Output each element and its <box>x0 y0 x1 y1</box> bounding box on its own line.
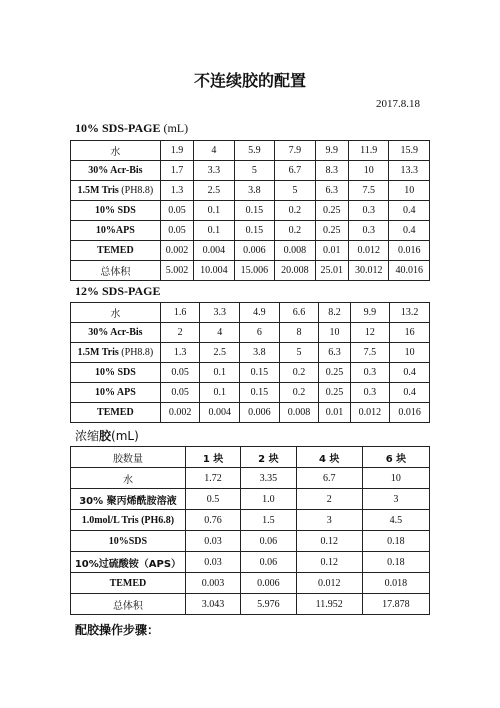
value-cell: 10 <box>389 181 430 201</box>
value-cell: 0.15 <box>240 363 280 383</box>
value-cell: 6 <box>240 323 280 343</box>
value-cell: 0.15 <box>234 201 274 221</box>
value-cell: 0.03 <box>185 531 240 552</box>
table-row <box>71 510 430 531</box>
row-label-note: (PH8.8) <box>121 185 154 196</box>
value-cell: 3.3 <box>200 303 240 323</box>
value-cell: 0.004 <box>194 241 234 261</box>
row-label-cell <box>71 343 161 363</box>
row-label: 水 <box>110 147 121 158</box>
value-cell: 5 <box>275 181 315 201</box>
value-cell: 13.2 <box>390 303 430 323</box>
row-label: 1.0mol/L Tris (PH6.8) <box>81 514 175 526</box>
row-label-cell <box>71 489 186 510</box>
row-label: 30% Acr-Bis <box>88 165 143 176</box>
value-cell: 0.05 <box>160 383 200 403</box>
row-label: 总体积 <box>112 600 143 612</box>
value-cell: 0.25 <box>315 221 348 241</box>
section2-heading: 12% SDS-PAGE <box>75 284 161 298</box>
value-cell: 0.016 <box>389 241 430 261</box>
value-cell: 0.018 <box>362 573 429 594</box>
table-row <box>71 573 430 594</box>
section1-heading <box>75 121 188 136</box>
row-label: TEMED <box>109 577 147 589</box>
value-cell: 0.25 <box>319 363 350 383</box>
value-cell: 25.01 <box>315 261 348 281</box>
value-cell: 16 <box>390 323 430 343</box>
table-row <box>71 241 430 261</box>
value-cell: 20.008 <box>275 261 315 281</box>
value-cell: 0.01 <box>315 241 348 261</box>
section3-unit: (mL) <box>111 429 139 443</box>
row-label-cell <box>71 403 161 423</box>
value-cell: 0.3 <box>348 221 388 241</box>
value-cell: 1.3 <box>160 343 200 363</box>
value-cell: 10 <box>362 468 429 489</box>
value-cell: 5.976 <box>241 594 296 615</box>
row-label: 水 <box>122 474 133 486</box>
value-cell: 0.06 <box>241 531 296 552</box>
table-row <box>71 552 430 573</box>
section1-unit: (mL) <box>163 121 189 135</box>
value-cell: 5 <box>279 343 319 363</box>
table-row <box>71 383 430 403</box>
value-cell: 0.006 <box>241 573 296 594</box>
value-cell: 7.9 <box>275 141 315 161</box>
section3-title-a: 浓缩 <box>75 429 100 443</box>
table-row <box>71 489 430 510</box>
value-cell: 0.008 <box>279 403 319 423</box>
value-cell: 7.5 <box>348 181 388 201</box>
value-cell: 15.9 <box>389 141 430 161</box>
value-cell: 4 <box>200 323 240 343</box>
section3-heading <box>75 427 139 444</box>
table-12-percent-sds-page <box>70 302 430 423</box>
row-label-cell <box>71 303 161 323</box>
value-cell: 2.5 <box>200 343 240 363</box>
value-cell: 1.7 <box>160 161 193 181</box>
value-cell: 0.2 <box>275 201 315 221</box>
value-cell: 0.002 <box>160 403 200 423</box>
value-cell: 0.4 <box>390 363 430 383</box>
value-cell: 0.2 <box>279 383 319 403</box>
value-cell: 11.9 <box>348 141 388 161</box>
value-cell: 0.76 <box>185 510 240 531</box>
row-label-cell <box>71 363 161 383</box>
value-cell: 0.06 <box>241 552 296 573</box>
table-row <box>71 343 430 363</box>
table-row <box>71 531 430 552</box>
table-row <box>71 594 430 615</box>
value-cell: 0.12 <box>296 552 362 573</box>
document-date: 2017.8.18 <box>376 98 420 110</box>
row-label: 10% SDS <box>94 367 136 378</box>
value-cell: 6.6 <box>279 303 319 323</box>
value-cell: 1.5 <box>241 510 296 531</box>
row-label: TEMED <box>97 245 134 256</box>
value-cell: 0.25 <box>315 201 348 221</box>
row-label-cell <box>71 468 186 489</box>
value-cell: 0.1 <box>194 221 234 241</box>
value-cell: 1.9 <box>160 141 193 161</box>
value-cell: 3.043 <box>185 594 240 615</box>
value-cell: 0.003 <box>185 573 240 594</box>
row-label: 1.5M Tris <box>77 347 119 358</box>
row-label-cell <box>71 241 161 261</box>
value-cell: 3.35 <box>241 468 296 489</box>
row-label: 水 <box>110 309 121 320</box>
value-cell: 3.8 <box>240 343 280 363</box>
value-cell: 0.002 <box>160 241 193 261</box>
value-cell: 5.9 <box>234 141 274 161</box>
value-cell: 1.0 <box>241 489 296 510</box>
table-row <box>71 323 430 343</box>
value-cell: 1.72 <box>185 468 240 489</box>
row-label: 总体积 <box>100 267 131 278</box>
value-cell: 0.006 <box>234 241 274 261</box>
value-cell: 5 <box>234 161 274 181</box>
value-cell: 1.6 <box>160 303 200 323</box>
value-cell: 0.1 <box>194 201 234 221</box>
header-cell: 2 块 <box>241 447 296 468</box>
value-cell: 40.016 <box>389 261 430 281</box>
value-cell: 0.15 <box>240 383 280 403</box>
row-label-cell <box>71 594 186 615</box>
value-cell: 2 <box>296 489 362 510</box>
value-cell: 10 <box>319 323 350 343</box>
row-label-cell <box>71 261 161 281</box>
value-cell: 13.3 <box>389 161 430 181</box>
table-stacking-gel <box>70 446 430 615</box>
row-label: 10% APS <box>94 387 136 398</box>
table-row <box>71 221 430 241</box>
row-label: 10%SDS <box>108 535 148 547</box>
value-cell: 0.3 <box>350 383 390 403</box>
value-cell: 5.002 <box>160 261 193 281</box>
value-cell: 0.012 <box>296 573 362 594</box>
value-cell: 0.01 <box>319 403 350 423</box>
value-cell: 3 <box>362 489 429 510</box>
value-cell: 0.4 <box>390 383 430 403</box>
table-row <box>71 201 430 221</box>
value-cell: 2 <box>160 323 200 343</box>
row-label-cell <box>71 552 186 573</box>
value-cell: 0.4 <box>389 221 430 241</box>
header-cell: 1 块 <box>185 447 240 468</box>
table-row <box>71 161 430 181</box>
row-label-cell <box>71 201 161 221</box>
value-cell: 0.12 <box>296 531 362 552</box>
page-title: 不连续胶的配置 <box>193 71 306 90</box>
header-cell: 4 块 <box>296 447 362 468</box>
value-cell: 0.008 <box>275 241 315 261</box>
value-cell: 0.1 <box>200 383 240 403</box>
value-cell: 4.5 <box>362 510 429 531</box>
value-cell: 0.3 <box>348 201 388 221</box>
row-label: 30% Acr-Bis <box>88 327 143 338</box>
row-label-cell <box>71 383 161 403</box>
row-label: 30% 聚丙烯酰胺溶液 <box>79 495 177 507</box>
row-label-cell <box>71 181 161 201</box>
table-row <box>71 303 430 323</box>
value-cell: 0.05 <box>160 221 193 241</box>
value-cell: 4 <box>194 141 234 161</box>
table-10-percent-sds-page <box>70 140 430 281</box>
table-row <box>71 363 430 383</box>
value-cell: 8.3 <box>315 161 348 181</box>
value-cell: 10 <box>390 343 430 363</box>
value-cell: 12 <box>350 323 390 343</box>
value-cell: 1.3 <box>160 181 193 201</box>
value-cell: 0.05 <box>160 363 200 383</box>
value-cell: 10 <box>348 161 388 181</box>
value-cell: 0.016 <box>390 403 430 423</box>
section3-title-b: 胶 <box>99 429 112 443</box>
value-cell: 0.18 <box>362 552 429 573</box>
value-cell: 17.878 <box>362 594 429 615</box>
row-label-cell <box>71 161 161 181</box>
row-label-cell <box>71 141 161 161</box>
value-cell: 8 <box>279 323 319 343</box>
row-label: 10% SDS <box>94 205 136 216</box>
table-row <box>71 403 430 423</box>
value-cell: 9.9 <box>315 141 348 161</box>
header-label-cell: 胶数量 <box>71 447 186 468</box>
value-cell: 3.8 <box>234 181 274 201</box>
value-cell: 3 <box>296 510 362 531</box>
value-cell: 6.3 <box>319 343 350 363</box>
row-label-cell <box>71 323 161 343</box>
value-cell: 0.012 <box>348 241 388 261</box>
row-label-note: (PH8.8) <box>121 347 154 358</box>
value-cell: 10.004 <box>194 261 234 281</box>
value-cell: 0.1 <box>200 363 240 383</box>
table-row <box>71 261 430 281</box>
value-cell: 3.3 <box>194 161 234 181</box>
value-cell: 11.952 <box>296 594 362 615</box>
value-cell: 30.012 <box>348 261 388 281</box>
value-cell: 2.5 <box>194 181 234 201</box>
table-row <box>71 468 430 489</box>
value-cell: 0.2 <box>275 221 315 241</box>
row-label-cell <box>71 531 186 552</box>
row-label-cell <box>71 510 186 531</box>
row-label: 1.5M Tris <box>77 185 119 196</box>
section1-title: 10% SDS-PAGE <box>75 121 161 135</box>
value-cell: 0.25 <box>319 383 350 403</box>
value-cell: 0.15 <box>234 221 274 241</box>
value-cell: 0.05 <box>160 201 193 221</box>
steps-heading: 配胶操作步骤： <box>75 623 160 637</box>
value-cell: 6.7 <box>275 161 315 181</box>
table-header-row <box>71 447 430 468</box>
value-cell: 0.006 <box>240 403 280 423</box>
row-label: 10%过硫酸铵（APS） <box>74 558 182 570</box>
value-cell: 0.2 <box>279 363 319 383</box>
header-cell: 6 块 <box>362 447 429 468</box>
value-cell: 7.5 <box>350 343 390 363</box>
value-cell: 9.9 <box>350 303 390 323</box>
row-label: 10%APS <box>95 225 135 236</box>
value-cell: 8.2 <box>319 303 350 323</box>
value-cell: 0.5 <box>185 489 240 510</box>
value-cell: 6.3 <box>315 181 348 201</box>
row-label-cell <box>71 573 186 594</box>
row-label-cell <box>71 221 161 241</box>
row-label: TEMED <box>97 407 134 418</box>
value-cell: 6.7 <box>296 468 362 489</box>
value-cell: 4.9 <box>240 303 280 323</box>
value-cell: 0.012 <box>350 403 390 423</box>
value-cell: 0.18 <box>362 531 429 552</box>
table-row <box>71 141 430 161</box>
value-cell: 0.03 <box>185 552 240 573</box>
value-cell: 15.006 <box>234 261 274 281</box>
value-cell: 0.004 <box>200 403 240 423</box>
value-cell: 0.3 <box>350 363 390 383</box>
table-row <box>71 181 430 201</box>
value-cell: 0.4 <box>389 201 430 221</box>
